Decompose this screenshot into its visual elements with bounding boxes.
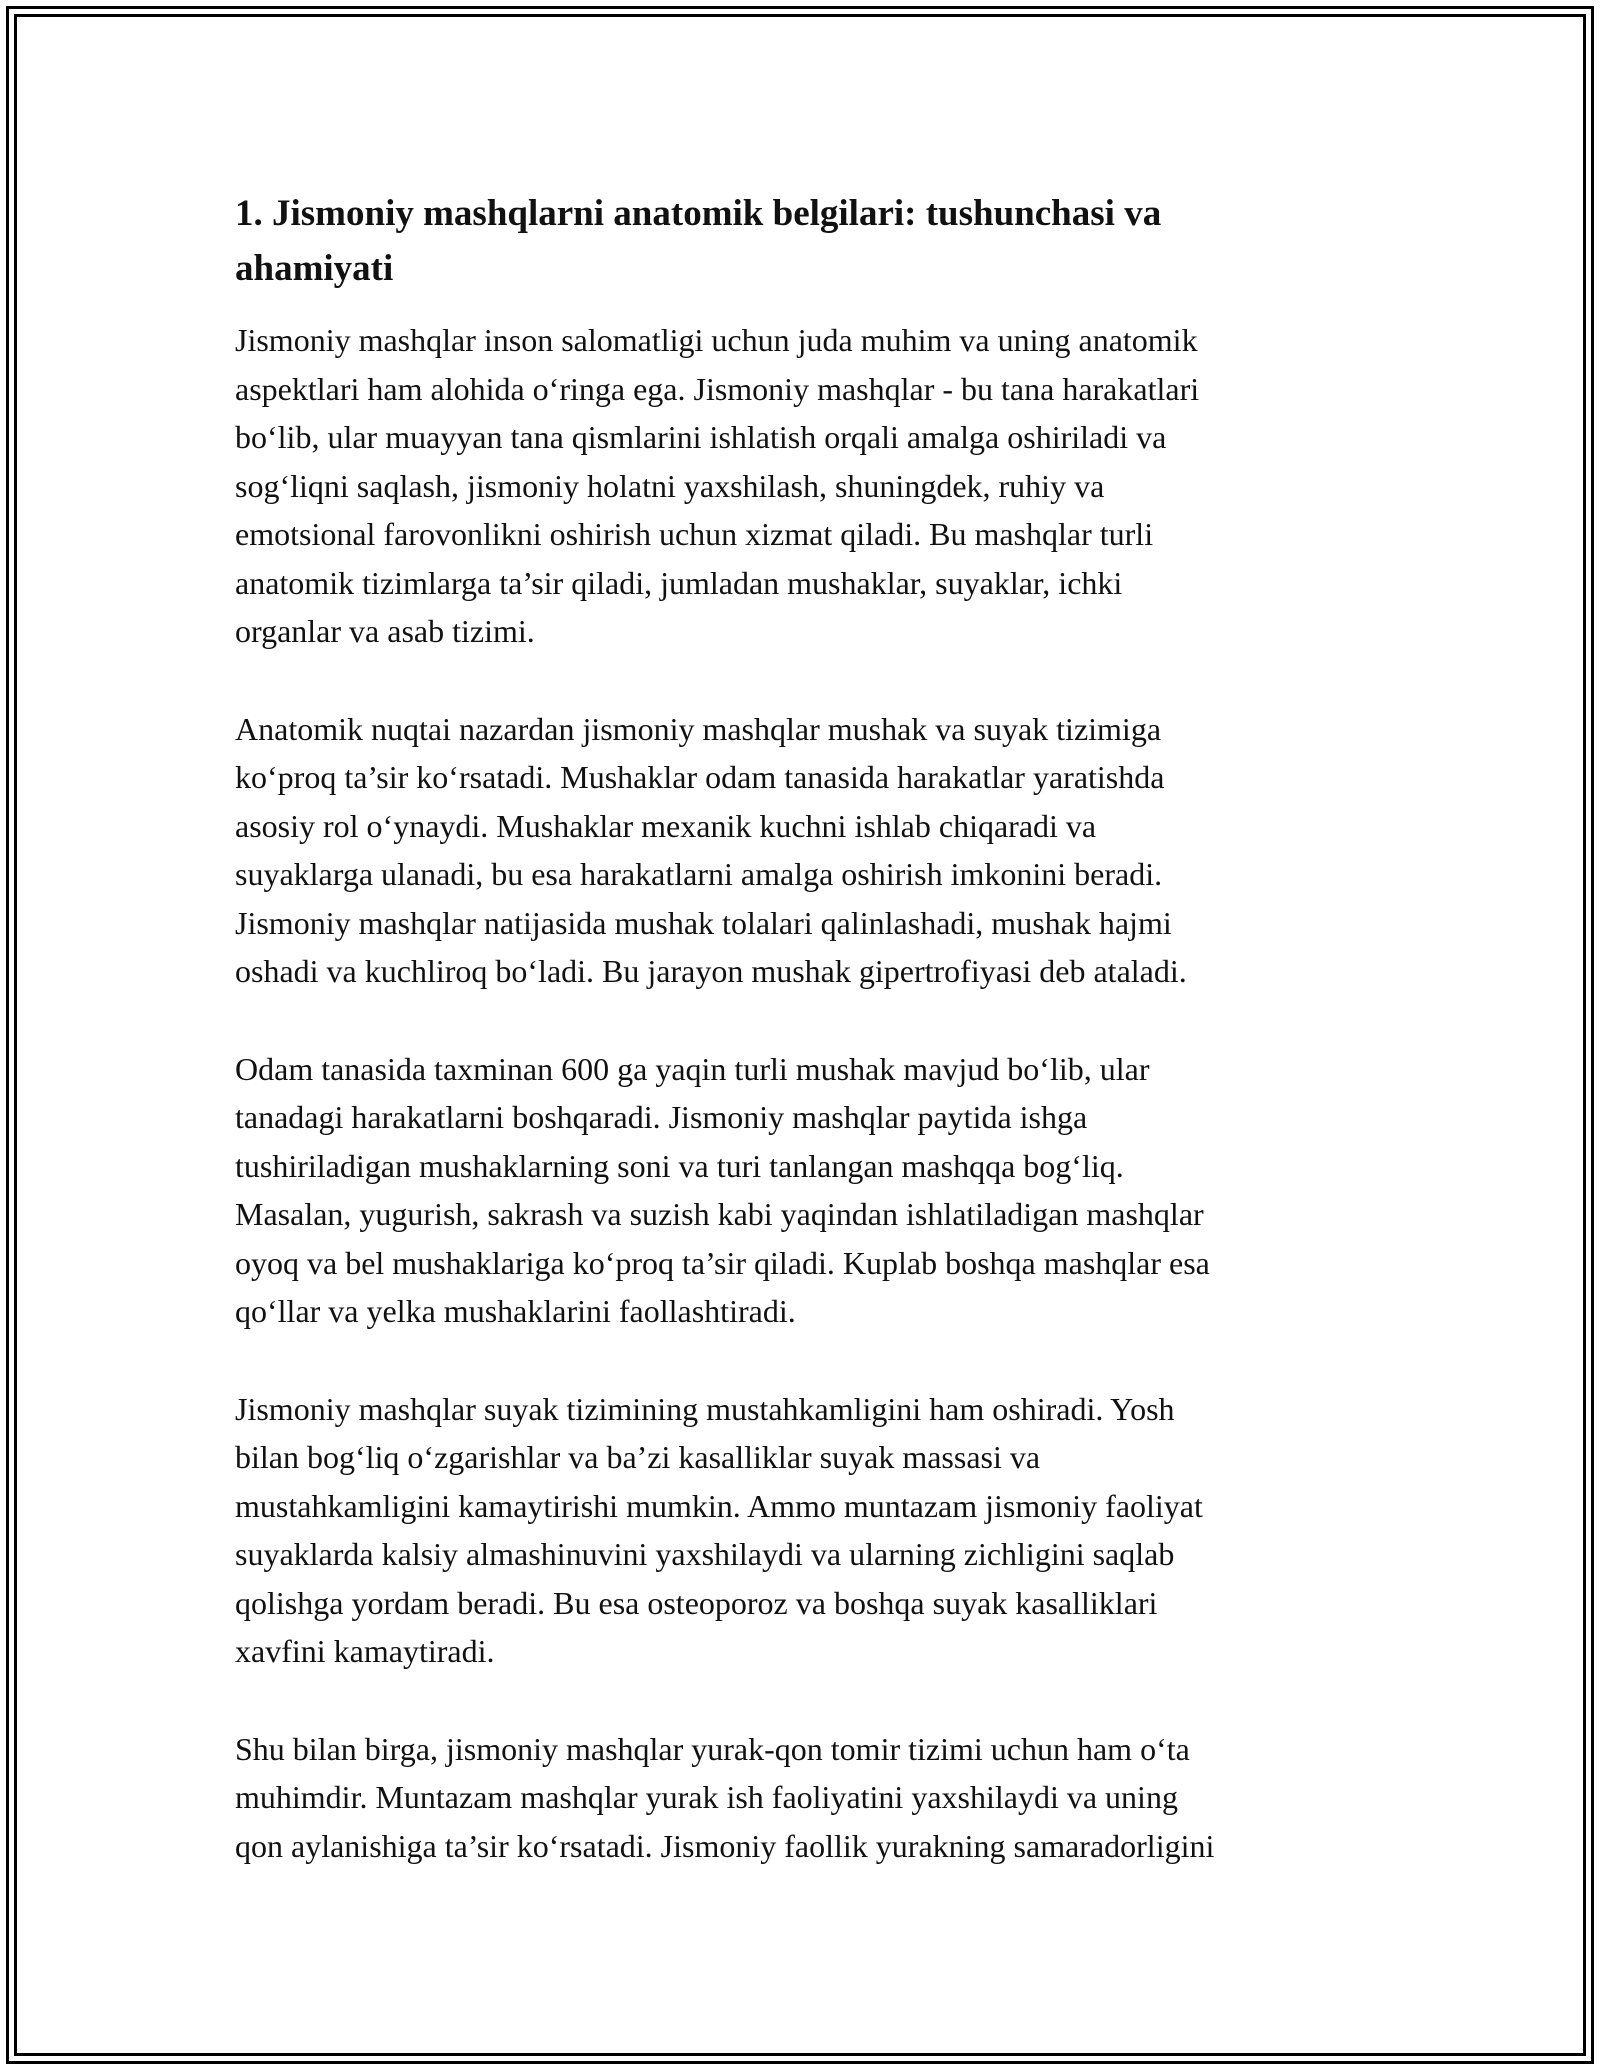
section-heading [235,186,1375,296]
text-line: muhimdir. Muntazam mashqlar yurak ish faoliyatini yaxshilaydi va uning [235,1779,1178,1815]
paragraph [235,1045,1375,1336]
paragraph [235,1385,1375,1676]
text-line: xavfini kamaytiradi. [235,1633,495,1669]
text-line: sog‘liqni saqlash, jismoniy holatni yaxshilash, shuningdek, ruhiy va [235,467,1105,504]
paragraph [235,1725,1375,1871]
text-line: tushiriladigan mushaklarning soni va turi tanlangan mashqqa bog‘liq. [235,1147,1124,1184]
text-line: suyaklarda kalsiy almashinuvini yaxshilaydi va ularning zichligini saqlab [235,1536,1175,1572]
text-line: Anatomik nuqtai nazardan jismoniy mashqlar mushak va suyak tizimiga [235,710,1162,747]
text-line: emotsional farovonlikni oshirish uchun xizmat qiladi. Bu mashqlar turli [235,516,1154,552]
text-line: asosiy rol o‘ynaydi. Mushaklar mexanik kuchni ishlab chiqaradi va [235,807,1097,844]
paragraph [235,316,1375,656]
text-line: anatomik tizimlarga ta’sir qiladi, jumladan mushaklar, suyaklar, ichki [235,564,1123,601]
text-line: oyoq va bel mushaklariga ko‘proq ta’sir qiladi. Kuplab boshqa mashqlar esa [235,1244,1210,1281]
heading-line: 1. Jismoniy mashqlarni anatomik belgilari: tushunchasi va [235,193,1162,234]
text-line: bo‘lib, ular muayyan tana qismlarini ishlatish orqali amalga oshiriladi va [235,419,1167,455]
text-line: suyaklarga ulanadi, bu esa harakatlarni amalga oshirish imkonini beradi. [235,856,1163,892]
text-line: qon aylanishiga ta’sir ko‘rsatadi. Jismoniy faollik yurakning samaradorligini [235,1827,1215,1864]
text-line: mustahkamligini kamaytirishi mumkin. Ammo muntazam jismoniy faoliyat [235,1487,1203,1524]
text-line: qo‘llar va yelka mushaklarini faollashtiradi. [235,1293,796,1329]
text-line: Jismoniy mashqlar natijasida mushak tolalari qalinlashadi, mushak hajmi [235,904,1172,941]
text-line: organlar va asab tizimi. [235,613,535,649]
text-line: ko‘proq ta’sir ko‘rsatadi. Mushaklar odam tanasida harakatlar yaratishda [235,759,1165,795]
text-line: Jismoniy mashqlar suyak tizimining mustahkamligini ham oshiradi. Yosh [235,1390,1175,1427]
text-line: aspektlari ham alohida o‘ringa ega. Jismoniy mashqlar - bu tana harakatlari [235,370,1200,407]
text-line: Masalan, yugurish, sakrash va suzish kabi yaqindan ishlatiladigan mashqlar [235,1196,1204,1232]
text-line: Odam tanasida taxminan 600 ga yaqin turli mushak mavjud bo‘lib, ular [235,1050,1150,1087]
text-line: Jismoniy mashqlar inson salomatligi uchun juda muhim va uning anatomik [235,322,1198,358]
text-line: qolishga yordam beradi. Bu esa osteoporoz va boshqa suyak kasalliklari [235,1584,1158,1621]
document-body [235,186,1375,1870]
paragraph [235,705,1375,996]
text-line: oshadi va kuchliroq bo‘ladi. Bu jarayon mushak gipertrofiyasi deb ataladi. [235,953,1187,989]
heading-line: ahamiyati [235,248,394,289]
text-line: tanadagi harakatlarni boshqaradi. Jismoniy mashqlar paytida ishga [235,1099,1088,1135]
text-line: Shu bilan birga, jismoniy mashqlar yurak-qon tomir tizimi uchun ham o‘ta [235,1730,1190,1767]
text-line: bilan bog‘liq o‘zgarishlar va ba’zi kasalliklar suyak massasi va [235,1439,1041,1475]
